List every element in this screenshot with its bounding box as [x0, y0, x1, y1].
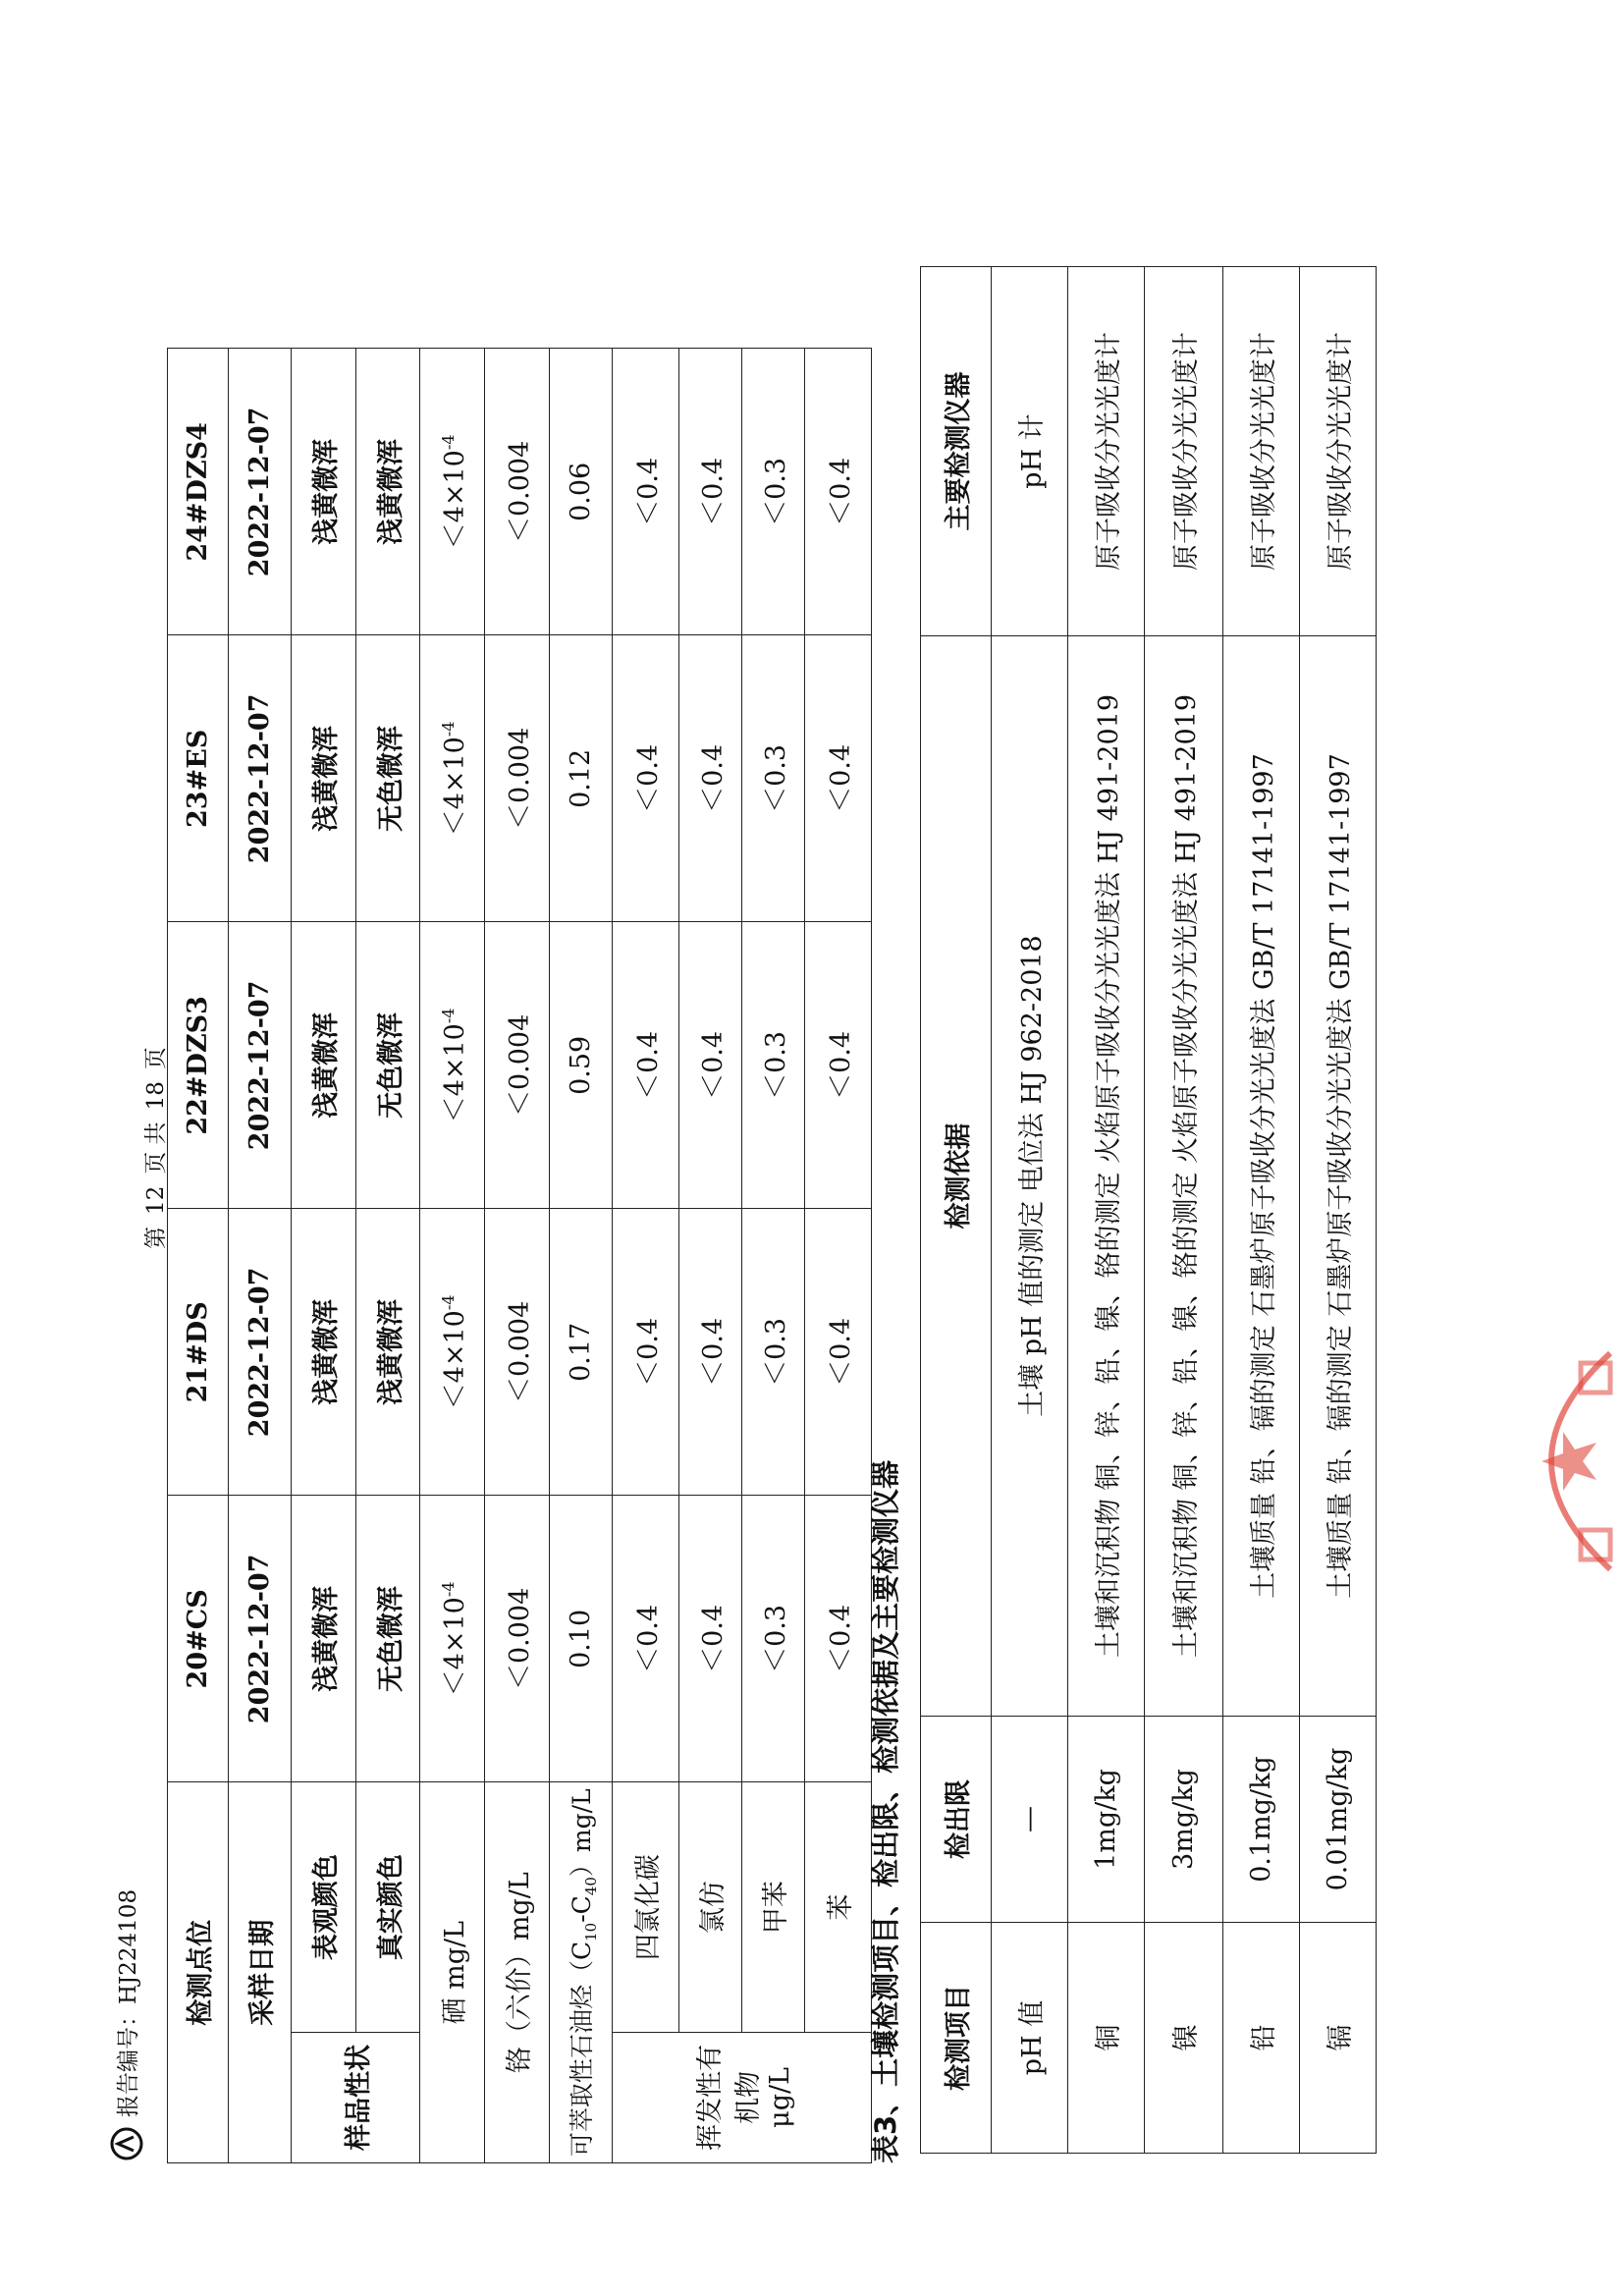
- table-row: [420, 349, 485, 2163]
- lt-sign: ＜: [633, 1072, 664, 1100]
- ep-label: [550, 1782, 613, 2163]
- limit-cell: 3mg/kg: [1145, 1717, 1223, 1923]
- item-cell: 铅: [1223, 1923, 1300, 2154]
- voc-cell: [742, 1209, 805, 1496]
- lt-sign: ＜: [826, 499, 856, 526]
- table-row: [742, 349, 805, 2163]
- page-mid: 页 共: [143, 1121, 169, 1175]
- se-exp: -4: [439, 1294, 458, 1311]
- cr-label: 铬（六价）mg/L: [485, 1782, 550, 2163]
- lt-sign: ＜: [505, 517, 535, 544]
- basis-cell: 土壤和沉积物 铜、锌、铅、镍、铬的测定 火焰原子吸收分光光度法 HJ 491-2019: [1068, 636, 1145, 1717]
- voc-cell: [742, 1496, 805, 1782]
- point-cell: 21#DS: [168, 1209, 229, 1496]
- basis-cell: 土壤和沉积物 铜、锌、铅、镍、铬的测定 火焰原子吸收分光光度法 HJ 491-2019: [1145, 636, 1223, 1717]
- item-cell: pH 值: [992, 1923, 1068, 2154]
- limit-cell: 0.01mg/kg: [1300, 1717, 1377, 1923]
- page-current: 12: [143, 1185, 169, 1215]
- lt-sign: ＜: [826, 786, 856, 813]
- cr-cell: [485, 635, 550, 922]
- se-cell: [420, 349, 485, 635]
- voc-value: 0.3: [761, 1030, 791, 1073]
- date-cell: 2022-12-07: [229, 1496, 292, 1782]
- lt-sign: ＜: [505, 803, 535, 831]
- voc-value: 0.4: [698, 1604, 729, 1647]
- results-table: [167, 348, 872, 2163]
- voc-value: 0.3: [761, 1604, 791, 1647]
- item-cell: 镉: [1300, 1923, 1377, 2154]
- voc-value: 0.4: [826, 1604, 856, 1647]
- point-cell: 24#DZS4: [168, 349, 229, 635]
- ep-label-pre: 可萃取性石油烃（C: [567, 1941, 596, 2157]
- header-item: 检测项目: [921, 1923, 992, 2154]
- lt-sign: ＜: [440, 809, 470, 837]
- report-number-label: 报告编号：: [116, 2004, 141, 2117]
- lt-sign: ＜: [761, 1359, 791, 1387]
- table-row: [1223, 267, 1300, 2154]
- sample-props-label: 样品性状: [292, 2032, 420, 2162]
- lt-sign: ＜: [440, 522, 470, 550]
- apparent-cell: 浅黄微浑: [292, 635, 356, 922]
- date-label: 采样日期: [229, 1782, 292, 2163]
- voc-value: 0.3: [761, 743, 791, 787]
- header-basis: 检测依据: [921, 636, 992, 1717]
- date-cell: 2022-12-07: [229, 1209, 292, 1496]
- item-cell: 镍: [1145, 1923, 1223, 2154]
- voc-value: 0.4: [698, 457, 729, 500]
- item-cell: 铜: [1068, 1923, 1145, 2154]
- voc-cell: [742, 635, 805, 922]
- lt-sign: ＜: [440, 1669, 470, 1697]
- voc-cell: [679, 635, 742, 922]
- voc-cell: [613, 635, 679, 922]
- ep-cell: 0.10: [550, 1496, 613, 1782]
- lt-sign: ＜: [698, 1646, 729, 1673]
- page-suffix: 页: [143, 1047, 169, 1070]
- table-row: [992, 267, 1068, 2154]
- voc-cell: [805, 1209, 872, 1496]
- apparent-cell: 浅黄微浑: [292, 1209, 356, 1496]
- voc-value: 0.4: [698, 1317, 729, 1360]
- voc-cell: [679, 1496, 742, 1782]
- se-cell: [420, 1496, 485, 1782]
- apparent-color-label: 表观颜色: [292, 1782, 356, 2032]
- ep-label-post: ）mg/L: [567, 1788, 596, 1878]
- lt-sign: ＜: [505, 1377, 535, 1404]
- apparent-cell: 浅黄微浑: [292, 922, 356, 1209]
- voc-cell: [679, 922, 742, 1209]
- instrument-cell: 原子吸收分光光度计: [1223, 267, 1300, 636]
- voc-unit: μg/L: [765, 2066, 795, 2128]
- table-row: [550, 349, 613, 2163]
- ep-sub1: 10: [581, 1922, 600, 1941]
- voc-cell: [679, 1209, 742, 1496]
- voc-label-text: 挥发性有机物: [695, 2044, 764, 2151]
- cr-cell: [485, 1496, 550, 1782]
- se-exp: -4: [439, 721, 458, 738]
- cr-cell: [485, 1209, 550, 1496]
- voc-cell: [679, 349, 742, 635]
- soil-methods-table: [920, 266, 1377, 2154]
- header-instrument: 主要检测仪器: [921, 267, 992, 636]
- se-cell: [420, 922, 485, 1209]
- lt-sign: ＜: [633, 1359, 664, 1387]
- lt-sign: ＜: [440, 1383, 470, 1410]
- seal-stamp-icon: [1512, 1343, 1620, 1579]
- date-cell: 2022-12-07: [229, 635, 292, 922]
- report-number-value: HJ224108: [116, 1888, 141, 2004]
- header-limit: 检出限: [921, 1717, 992, 1923]
- cr-value: 0.004: [505, 1587, 535, 1665]
- se-label: 硒 mg/L: [420, 1782, 485, 2163]
- lt-sign: ＜: [761, 1072, 791, 1100]
- voc-value: 0.4: [633, 1317, 664, 1360]
- true-cell: 无色微浑: [356, 635, 420, 922]
- page-number: [137, 0, 170, 2296]
- table-row: [1145, 267, 1223, 2154]
- table-row: [805, 349, 872, 2163]
- lt-sign: ＜: [698, 1359, 729, 1387]
- voc-cell: [613, 922, 679, 1209]
- se-exp: -4: [439, 1581, 458, 1598]
- page-total: 18: [143, 1081, 169, 1111]
- lt-sign: ＜: [505, 1664, 535, 1691]
- lt-sign: ＜: [698, 499, 729, 526]
- voc-value: 0.4: [826, 457, 856, 500]
- voc-cell: [742, 922, 805, 1209]
- se-base: 4×10: [440, 1597, 470, 1670]
- point-cell: 23#ES: [168, 635, 229, 922]
- table3-caption: 表3、土壤检测项目、检出限、检测依据及主要检测仪器: [869, 1459, 902, 2163]
- ep-cell: 0.06: [550, 349, 613, 635]
- lt-sign: ＜: [505, 1090, 535, 1118]
- table-row: [613, 349, 679, 2163]
- voc-value: 0.4: [633, 743, 664, 787]
- cr-value: 0.004: [505, 1013, 535, 1091]
- voc-value: 0.4: [826, 1030, 856, 1073]
- voc-cell: [805, 1496, 872, 1782]
- voc-item-label: 苯: [805, 1782, 872, 2032]
- voc-value: 0.4: [826, 1317, 856, 1360]
- se-exp: -4: [439, 434, 458, 451]
- lt-sign: ＜: [440, 1096, 470, 1123]
- table-row: [485, 349, 550, 2163]
- basis-cell: 土壤 pH 值的测定 电位法 HJ 962-2018: [992, 636, 1068, 1717]
- voc-cell: [742, 349, 805, 635]
- basis-cell: 土壤质量 铅、镉的测定 石墨炉原子吸收分光光度法 GB/T 17141-1997: [1223, 636, 1300, 1717]
- table-row: [356, 349, 420, 2163]
- true-cell: 无色微浑: [356, 1496, 420, 1782]
- ep-cell: 0.17: [550, 1209, 613, 1496]
- instrument-cell: 原子吸收分光光度计: [1300, 267, 1377, 636]
- voc-value: 0.3: [761, 1317, 791, 1360]
- lt-sign: ＜: [826, 1646, 856, 1673]
- se-base: 4×10: [440, 1310, 470, 1384]
- table-row: [1300, 267, 1377, 2154]
- lt-sign: ＜: [761, 499, 791, 526]
- point-cell: 20#CS: [168, 1496, 229, 1782]
- voc-value: 0.4: [633, 1030, 664, 1073]
- table-row: [168, 349, 229, 2163]
- basis-cell: 土壤质量 铅、镉的测定 石墨炉原子吸收分光光度法 GB/T 17141-1997: [1300, 636, 1377, 1717]
- true-cell: 浅黄微浑: [356, 1209, 420, 1496]
- true-color-label: 真实颜色: [356, 1782, 420, 2032]
- voc-label: [613, 2032, 872, 2162]
- cr-value: 0.004: [505, 440, 535, 518]
- lt-sign: ＜: [826, 1359, 856, 1387]
- se-exp: -4: [439, 1008, 458, 1024]
- table-row: [921, 267, 992, 2154]
- instrument-cell: pH 计: [992, 267, 1068, 636]
- apparent-cell: 浅黄微浑: [292, 349, 356, 635]
- voc-value: 0.4: [698, 743, 729, 787]
- ep-sub2: 40: [581, 1877, 600, 1896]
- table-row: [229, 349, 292, 2163]
- voc-cell: [613, 1496, 679, 1782]
- voc-value: 0.3: [761, 457, 791, 500]
- se-base: 4×10: [440, 1023, 470, 1097]
- lt-sign: ＜: [698, 786, 729, 813]
- table-row: [679, 349, 742, 2163]
- se-cell: [420, 1209, 485, 1496]
- table-row: [292, 349, 356, 2163]
- instrument-cell: 原子吸收分光光度计: [1068, 267, 1145, 636]
- ep-label-mid: -C: [567, 1895, 596, 1923]
- cr-value: 0.004: [505, 727, 535, 804]
- lt-sign: ＜: [826, 1072, 856, 1100]
- limit-cell: —: [992, 1717, 1068, 1923]
- point-cell: 22#DZS3: [168, 922, 229, 1209]
- lt-sign: ＜: [761, 786, 791, 813]
- lt-sign: ＜: [633, 1646, 664, 1673]
- lt-sign: ＜: [633, 499, 664, 526]
- voc-value: 0.4: [698, 1030, 729, 1073]
- limit-cell: 0.1mg/kg: [1223, 1717, 1300, 1923]
- cr-cell: [485, 922, 550, 1209]
- lt-sign: ＜: [761, 1646, 791, 1673]
- voc-cell: [613, 349, 679, 635]
- se-cell: [420, 635, 485, 922]
- voc-item-label: 氯仿: [679, 1782, 742, 2032]
- true-cell: 浅黄微浑: [356, 349, 420, 635]
- voc-item-label: 甲苯: [742, 1782, 805, 2032]
- voc-cell: [613, 1209, 679, 1496]
- page-prefix: 第: [143, 1226, 169, 1249]
- voc-value: 0.4: [633, 1604, 664, 1647]
- lt-sign: ＜: [698, 1072, 729, 1100]
- date-cell: 2022-12-07: [229, 349, 292, 635]
- voc-cell: [805, 922, 872, 1209]
- table-row: [1068, 267, 1145, 2154]
- limit-cell: 1mg/kg: [1068, 1717, 1145, 1923]
- true-cell: 无色微浑: [356, 922, 420, 1209]
- lt-sign: ＜: [633, 786, 664, 813]
- voc-value: 0.4: [826, 743, 856, 787]
- se-base: 4×10: [440, 737, 470, 810]
- cr-value: 0.004: [505, 1300, 535, 1378]
- apparent-cell: 浅黄微浑: [292, 1496, 356, 1782]
- voc-cell: [805, 349, 872, 635]
- instrument-cell: 原子吸收分光光度计: [1145, 267, 1223, 636]
- ep-cell: 0.12: [550, 635, 613, 922]
- voc-item-label: 四氯化碳: [613, 1782, 679, 2032]
- point-label: 检测点位: [168, 1782, 229, 2163]
- date-cell: 2022-12-07: [229, 922, 292, 1209]
- voc-cell: [805, 635, 872, 922]
- cr-cell: [485, 349, 550, 635]
- ep-cell: 0.59: [550, 922, 613, 1209]
- se-base: 4×10: [440, 450, 470, 523]
- voc-value: 0.4: [633, 457, 664, 500]
